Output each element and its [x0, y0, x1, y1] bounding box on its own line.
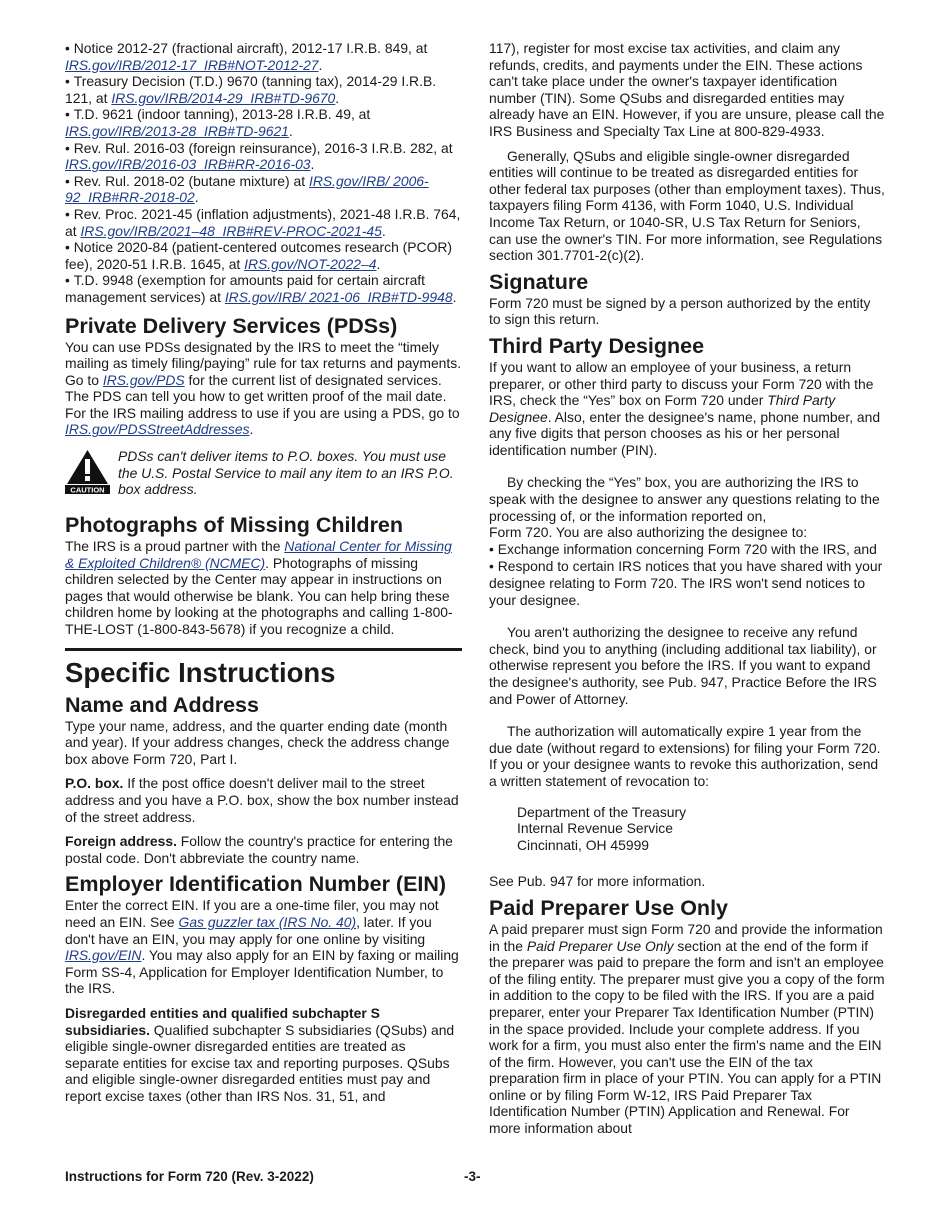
heading-missing-children: Photographs of Missing Children — [65, 513, 404, 538]
disregarded-entities-paragraph: Disregarded entities and qualified subchapter S subsidiaries. Qualified subchapter S subsidiaries (QSubs) and eligible single-owner disregarded entities are treated as separate entities for excise tax and reporting purposes. QSubs and eligible single-owner disregarded entities must pay and report excise taxes (other than IRS Nos. 31, 51, and — [65, 1004, 455, 1104]
address-line-3: Cincinnati, OH 45999 — [517, 836, 650, 853]
right-column — [489, 40, 885, 1137]
caution-label: CAUTION — [70, 485, 105, 495]
caution-icon — [65, 448, 110, 499]
section-rule — [65, 648, 462, 651]
tpd-paragraph-2: By checking the “Yes” box, you are authorizing the IRS to speak with the designee to answer any questions relating to the processing of, or the information reported on, — [489, 474, 880, 524]
tpd-paragraph-1: If you want to allow an employee of your business, a return preparer, or other third party to discuss your Form 720 with the IRS, check the “Yes” box on Form 720 under Third Party Designee. Also, enter the designee's name, phone number, and any five digits that person chooses as his or her personal identification number (PIN). — [489, 358, 881, 458]
bullet-td-9670: • Treasury Decision (T.D.) 9670 (tanning tax), 2014-29 I.R.B. 121, at IRS.gov/IRB/2014-29_IRB#TD-9670. — [65, 73, 462, 106]
generally-paragraph: Generally, QSubs and eligible single-owner disregarded entities will continue to be treated as disregarded entities for other federal tax purposes (other than employment taxes). Thus, taxpayers filing Form 4136, with Form 1040, U.S. Individual Income Tax Return, or 1040-SR, U.S Tax Return for Seniors, can use the owner's TIN. For more information, see Regulations section 301.7701-2(c)(2). — [489, 147, 885, 264]
link-irb-rr-2018-02[interactable]: IRS.gov/IRB/ 2006-92_IRB#RR-2018-02 — [65, 172, 429, 206]
bullet-rev-proc-2021-45: • Rev. Proc. 2021-45 (inflation adjustments), 2021-48 I.R.B. 764, at IRS.gov/IRB/2021–48_IRB#REV-PROC-2021-45. — [65, 206, 462, 239]
name-address-paragraph: Type your name, address, and the quarter ending date (month and year). If your address changes, check the address change box above Form 720, Part I. — [65, 717, 450, 767]
heading-pds: Private Delivery Services (PDSs) — [65, 313, 398, 338]
bullet-notice-2020-84: • Notice 2020-84 (patient-centered outcomes research (PCOR) fee), 2020-51 I.R.B. 1645, at IRS.gov/NOT-2022–4. — [65, 239, 462, 272]
link-not-2022-4[interactable]: IRS.gov/NOT-2022–4 — [244, 255, 377, 272]
tpd-bullet-respond: • Respond to certain IRS notices that you have shared with your designee relating to Form 720. The IRS won't send notices to your designee. — [489, 558, 885, 608]
bullet-td-9621: • T.D. 9621 (indoor tanning), 2013-28 I.R.B. 49, at IRS.gov/IRB/2013-28_IRB#TD-9621. — [65, 106, 462, 139]
heading-ein: Employer Identification Number (EIN) — [65, 872, 447, 897]
link-pds-street-addresses[interactable]: IRS.gov/PDSStreetAddresses — [65, 421, 250, 438]
pds-paragraph: You can use PDSs designated by the IRS to meet the “timely mailing as timely filing/paying” rule for tax returns and payments. Go to IRS.gov/PDS for the current list of designated services. The PDS can tell you how to get written proof of the mail date. For the IRS mailing address to use if you are using a PDS, go to IRS.gov/PDSStreetAddresses. — [65, 338, 462, 438]
bullet-rr-2016-03: • Rev. Rul. 2016-03 (foreign reinsurance), 2016-3 I.R.B. 282, at IRS.gov/IRB/2016-03_IRB#RR-2016-03. — [65, 140, 462, 173]
bullet-notice-2012-27: • Notice 2012-27 (fractional aircraft), 2012-17 I.R.B. 849, at IRS.gov/IRB/2012-17_IRB#NOT-2012-27. — [65, 40, 462, 73]
heading-signature: Signature — [489, 269, 589, 294]
heading-paid-preparer: Paid Preparer Use Only — [489, 895, 728, 920]
continued-paragraph: 117), register for most excise tax activities, and claim any refunds, credits, and payments under the EIN. These actions can't take place under the owner's taxpayer identification number (TIN). Some QSubs and disregarded entities may already have an EIN. However, if you are unsure, please call the IRS Business and Specialty Tax Line at 800-829-4933. — [489, 40, 885, 139]
link-gas-guzzler-tax[interactable]: Gas guzzler tax (IRS No. 40) — [178, 913, 357, 930]
bullet-rr-2018-02: • Rev. Rul. 2018-02 (butane mixture) at IRS.gov/IRB/ 2006-92_IRB#RR-2018-02. — [65, 173, 462, 206]
link-irb-td-9621[interactable]: IRS.gov/IRB/2013-28_IRB#TD-9621 — [65, 122, 289, 139]
left-column — [65, 40, 462, 1105]
signature-paragraph: Form 720 must be signed by a person authorized by the entity to sign this return. — [489, 294, 871, 328]
footer-form-title: Instructions for Form 720 (Rev. 3-2022) — [65, 1169, 314, 1184]
paid-preparer-paragraph: A paid preparer must sign Form 720 and provide the information in the Paid Preparer Use Only section at the end of the form if the preparer was paid to prepare the form and isn't an employee of the filing entity. The preparer must give you a copy of the form in addition to the copy to be filed with the IRS. If you are a paid preparer, enter your Preparer Tax Identification Number (PTIN) in the space provided. Include your complete address. If you work for a firm, you must also enter the firm's name and the EIN of the firm. However, you can't use the EIN of the tax preparation firm in place of your PTIN. You can apply for a PTIN online or by filing Form W-12, IRS Paid Preparer Tax Identification Number (PTIN) Application and Renewal. For more information about — [489, 920, 885, 1137]
heading-third-party-designee: Third Party Designee — [489, 333, 705, 358]
tpd-paragraph-3: You aren't authorizing the designee to receive any refund check, bind you to anything (including additional tax liability), or otherwise represent you before the IRS. If you want to expand the designee's authority, see Pub. 947, Practice Before the IRS and Power of Attorney. — [489, 624, 877, 707]
link-ncmec[interactable]: National Center for Missing & Exploited Children® (NCMEC) — [65, 538, 452, 571]
heading-specific-instructions: Specific Instructions — [65, 656, 336, 688]
tpd-paragraph-4: The authorization will automatically expire 1 year from the due date (without regard to extensions) for filing your Form 720. If you or your designee wants to revoke this authorization, send a written statement of revocation to: — [489, 723, 881, 789]
link-irb-not-2012-27[interactable]: IRS.gov/IRB/2012-17_IRB#NOT-2012-27 — [65, 56, 319, 73]
revocation-address — [489, 804, 885, 854]
address-line-2: Internal Revenue Service — [517, 820, 673, 837]
missing-children-paragraph: The IRS is a proud partner with the National Center for Missing & Exploited Children® (NCMEC). Photographs of missing children selected by the Center may appear in instructions on pages that would otherwise be blank. You can help bring these children home by looking at the photographs and calling 1-800-THE-LOST (1-800-843-5678) if you recognize a child. — [65, 538, 453, 638]
see-pub-947: See Pub. 947 for more information. — [489, 873, 706, 890]
link-irb-td-9948[interactable]: IRS.gov/IRB/ 2021-06_IRB#TD-9948 — [224, 288, 453, 305]
link-irb-rr-2016-03[interactable]: IRS.gov/IRB/2016-03_IRB#RR-2016-03 — [65, 156, 311, 173]
heading-name-address: Name and Address — [65, 692, 259, 717]
footer-page-number: -3- — [464, 1169, 481, 1184]
tpd-bullet-exchange: • Exchange information concerning Form 720 with the IRS, and — [489, 541, 885, 558]
address-line-1: Department of the Treasury — [517, 803, 687, 820]
tpd-paragraph-2b: Form 720. You are also authorizing the designee to: — [489, 524, 808, 541]
link-irb-td-9670[interactable]: IRS.gov/IRB/2014-29_IRB#TD-9670 — [111, 89, 336, 106]
link-irs-pds[interactable]: IRS.gov/PDS — [102, 371, 185, 388]
caution-box — [65, 448, 462, 499]
foreign-address-paragraph: Foreign address. Follow the country's practice for entering the postal code. Don't abbreviate the country name. — [65, 833, 453, 866]
caution-text: PDSs can't deliver items to P.O. boxes. You must use the U.S. Postal Service to mail any item to an IRS P.O. box address. — [118, 448, 454, 498]
link-irs-ein[interactable]: IRS.gov/EIN — [65, 947, 142, 964]
bullet-td-9948: • T.D. 9948 (exemption for amounts paid for certain aircraft management services) at IRS.gov/IRB/ 2021-06_IRB#TD-9948. — [65, 272, 462, 305]
po-box-paragraph: P.O. box. If the post office doesn't deliver mail to the street address and you have a P.O. box, show the box number instead of the street address. — [65, 775, 459, 825]
ein-paragraph: Enter the correct EIN. If you are a one-time filer, you may not need an EIN. See Gas guzzler tax (IRS No. 40), later. If you don't have an EIN, you may apply for one online by visiting IRS.gov/EIN. You may also apply for an EIN by faxing or mailing Form SS-4, Application for Employer Identification Number, to the IRS. — [65, 897, 459, 997]
link-irb-rev-proc-2021-45[interactable]: IRS.gov/IRB/2021–48_IRB#REV-PROC-2021-45 — [80, 222, 382, 239]
